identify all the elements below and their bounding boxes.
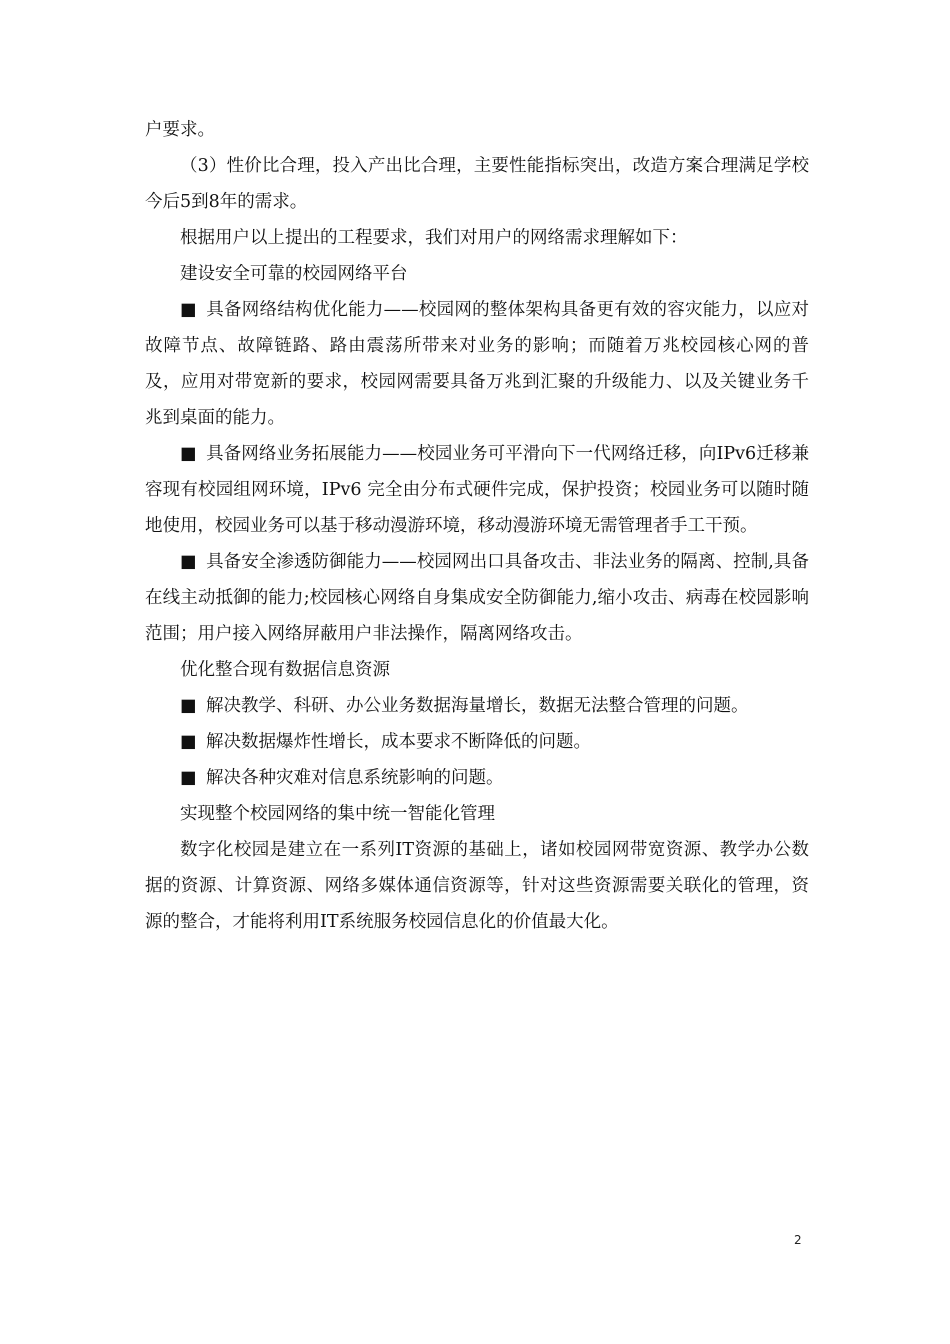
paragraph: 数字化校园是建立在一系列IT资源的基础上，诸如校园网带宽资源、教学办公数据的资源、计算资源、网络多媒体通信资源等，针对这些资源需要关联化的管理，资源的整合，才能将利用IT系统服务校园信息化的价值最大化。 xyxy=(145,840,809,932)
bullet-item xyxy=(145,724,809,760)
page-number: 2 xyxy=(794,1233,802,1247)
bullet-text: 解决数据爆炸性增长，成本要求不断降低的问题。 xyxy=(206,732,591,752)
bullet-text: 解决各种灾难对信息系统影响的问题。 xyxy=(206,768,504,788)
paragraph: 根据用户以上提出的工程要求，我们对用户的网络需求理解如下： xyxy=(180,228,688,248)
section-heading: 优化整合现有数据信息资源 xyxy=(180,660,390,680)
document-body xyxy=(145,112,809,940)
bullet-item xyxy=(145,436,809,544)
bullet-item xyxy=(145,688,809,724)
paragraph: （3）性价比合理，投入产出比合理，主要性能指标突出，改造方案合理满足学校今后5到8年的需求。 xyxy=(145,156,809,212)
bullet-text: 解决教学、科研、办公业务数据海量增长，数据无法整合管理的问题。 xyxy=(206,696,749,716)
bullet-item xyxy=(145,544,809,652)
section-heading: 实现整个校园网络的集中统一智能化管理 xyxy=(180,804,495,824)
bullet-item xyxy=(145,760,809,796)
bullet-text: 具备安全渗透防御能力——校园网出口具备攻击、非法业务的隔离、控制,具备在线主动抵御的能力;校园核心网络自身集成安全防御能力,缩小攻击、病毒在校园影响范围；用户接入网络屏蔽用户非法操作，隔离网络攻击。 xyxy=(145,552,809,644)
bullet-text: 具备网络业务拓展能力——校园业务可平滑向下一代网络迁移，向IPv6迁移兼容现有校园组网环境，IPv6 完全由分布式硬件完成，保护投资；校园业务可以随时随地使用，校园业务可以基于移动漫游环境，移动漫游环境无需管理者手工干预。 xyxy=(145,444,809,536)
section-heading: 建设安全可靠的校园网络平台 xyxy=(180,264,408,284)
bullet-text: 具备网络结构优化能力——校园网的整体架构具备更有效的容灾能力，以应对故障节点、故障链路、路由震荡所带来对业务的影响；而随着万兆校园核心网的普及，应用对带宽新的要求，校园网需要具备万兆到汇聚的升级能力、以及关键业务千兆到桌面的能力。 xyxy=(145,300,809,428)
bullet-item xyxy=(145,292,809,436)
paragraph: 户要求。 xyxy=(145,120,215,140)
